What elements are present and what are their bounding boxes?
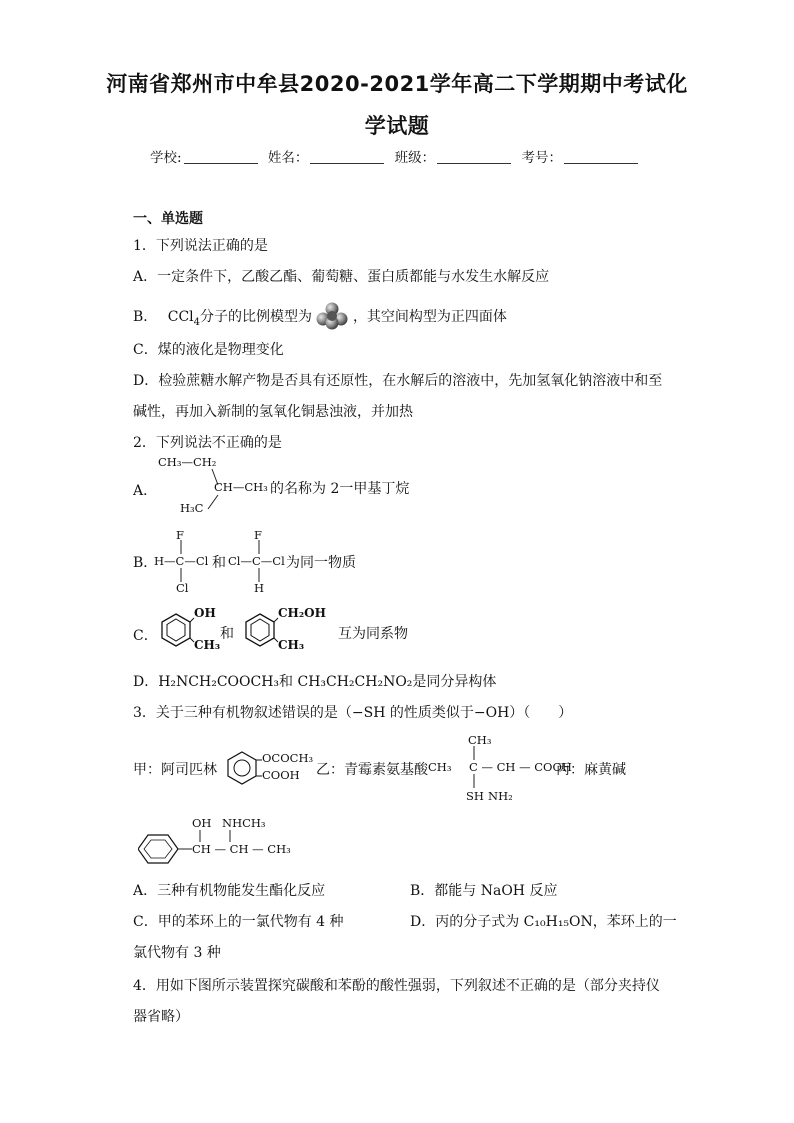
q2-option-a-label: A． <box>133 483 158 499</box>
eph-oh: OH <box>192 816 212 830</box>
q2-b2-bot: H <box>254 581 265 595</box>
q1-b-suffix: ，其空间构型为正四面体 <box>352 309 507 325</box>
q2-a-text: 的名称为 2一甲基丁烷 <box>270 481 410 497</box>
page-title-line1: 河南省郑州市中牟县2020-2021学年高二下学期期中考试化 <box>106 72 688 96</box>
exam-no-label: 考号： <box>521 150 562 166</box>
ephedrine-structure <box>138 816 298 866</box>
q3-option-d-line1: D．丙的分子式为 C₁₀H₁₅ON，苯环上的一 <box>410 914 677 930</box>
ephedrine-ring-icon <box>138 832 180 866</box>
q2-option-d: D．H₂NCH₂COOCH₃和 CH₃CH₂CH₂NO₂是同分异构体 <box>133 674 497 690</box>
name-label: 姓名： <box>267 150 309 166</box>
q2-a-mid: CH—CH₃ <box>214 480 268 494</box>
q1-b-prefix: B． <box>133 309 158 325</box>
q2-b1-mid: H—C—Cl <box>154 554 209 568</box>
q2-a-top: CH₃—CH₂ <box>158 455 217 469</box>
q2-b1-top: F <box>176 528 184 542</box>
q3-bing-label: 丙：麻黄碱 <box>556 762 626 778</box>
exam-no-blank[interactable] <box>564 149 638 164</box>
q2-stem: 2．下列说法不正确的是 <box>133 435 282 451</box>
pen-top: CH₃ <box>468 733 492 747</box>
class-blank[interactable] <box>437 149 511 164</box>
aspirin-ring-icon <box>222 748 262 788</box>
q1-b-formula: CCl <box>167 309 194 325</box>
aspirin-sub-a: OCOCH₃ <box>262 751 314 765</box>
q2-option-c-label: C． <box>133 628 158 644</box>
q3-stem: 3．关于三种有机物叙述错误的是（−SH 的性质类似于−OH）（ ） <box>133 705 573 721</box>
pen-b1: SH <box>466 789 484 803</box>
phenol-ring-icon <box>156 610 196 650</box>
q2-b2-top: F <box>254 528 262 542</box>
pen-mid: C — CH — COOH <box>469 760 572 774</box>
school-label: 学校: <box>150 150 182 166</box>
q2-c2-side: CH₃ <box>278 638 305 652</box>
q2-c-structures <box>156 604 416 656</box>
name-blank[interactable] <box>310 149 384 164</box>
q2-b1-bot: Cl <box>176 581 189 595</box>
q2-c1-top: OH <box>194 606 216 620</box>
ccl4-space-filling-model-icon <box>316 302 348 330</box>
eph-nhch3: NHCH₃ <box>222 816 266 830</box>
q1-option-b <box>133 302 507 330</box>
q4-stem-line1: 4．用如下图所示装置探究碳酸和苯酚的酸性强弱，下列叙述不正确的是（部分夹持仪 <box>133 978 660 994</box>
q1-option-d-line2: 碱性，再加入新制的氢氧化铜悬浊液，并加热 <box>133 404 413 420</box>
q2-c-text: 互为同系物 <box>338 626 408 642</box>
q2-c2-top: CH₂OH <box>278 606 326 620</box>
q3-jia-label: 甲：阿司匹林 <box>133 762 217 778</box>
q2-c-and: 和 <box>220 626 234 642</box>
q2-b-and: 和 <box>212 555 226 571</box>
q2-a-structure <box>158 453 418 517</box>
pen-b2: NH₂ <box>488 789 513 803</box>
eph-link <box>178 847 192 851</box>
eph-chain: CH — CH — CH₃ <box>192 842 291 856</box>
student-info-row <box>0 146 794 166</box>
q2-b2-mid: Cl—C—Cl <box>228 554 285 568</box>
pen-left: CH₃ <box>428 760 452 774</box>
aspirin-structure <box>222 748 322 788</box>
q1-b-sub: 4 <box>193 316 201 328</box>
q2-option-b-label: B． <box>133 555 158 571</box>
q3-option-b: B．都能与 NaOH 反应 <box>410 883 558 899</box>
page-title-line2: 学试题 <box>364 114 430 138</box>
q1-stem: 1．下列说法正确的是 <box>133 238 268 254</box>
benzyl-alcohol-ring-icon <box>240 610 280 650</box>
q1-option-c: C．煤的液化是物理变化 <box>133 342 284 358</box>
q3-yi-label: 乙：青霉素氨基酸 <box>316 762 428 778</box>
q2-b-structures <box>154 528 414 595</box>
q1-option-a: A．一定条件下，乙酸乙酯、葡萄糖、蛋白质都能与水发生水解反应 <box>133 269 550 285</box>
q1-option-d-line1: D．检验蔗糖水解产物是否具有还原性，在水解后的溶液中，先加氢氧化钠溶液中和至 <box>133 373 663 389</box>
q2-a-bot: H₃C <box>180 501 204 515</box>
q2-b-text: 为同一物质 <box>286 555 356 571</box>
section-heading: 一、单选题 <box>133 211 203 227</box>
q3-option-c: C．甲的苯环上的一氯代物有 4 种 <box>133 914 344 930</box>
school-blank[interactable] <box>184 149 258 164</box>
q3-option-d-line2: 氯代物有 3 种 <box>133 945 221 961</box>
q1-b-mid: 分子的比例模型为 <box>200 309 313 325</box>
q4-stem-line2: 器省略） <box>133 1009 189 1025</box>
q2-c1-side: CH₃ <box>194 638 221 652</box>
q3-option-a: A．三种有机物能发生酯化反应 <box>133 883 326 899</box>
class-label: 班级： <box>394 150 436 166</box>
aspirin-sub-b: COOH <box>262 768 300 782</box>
